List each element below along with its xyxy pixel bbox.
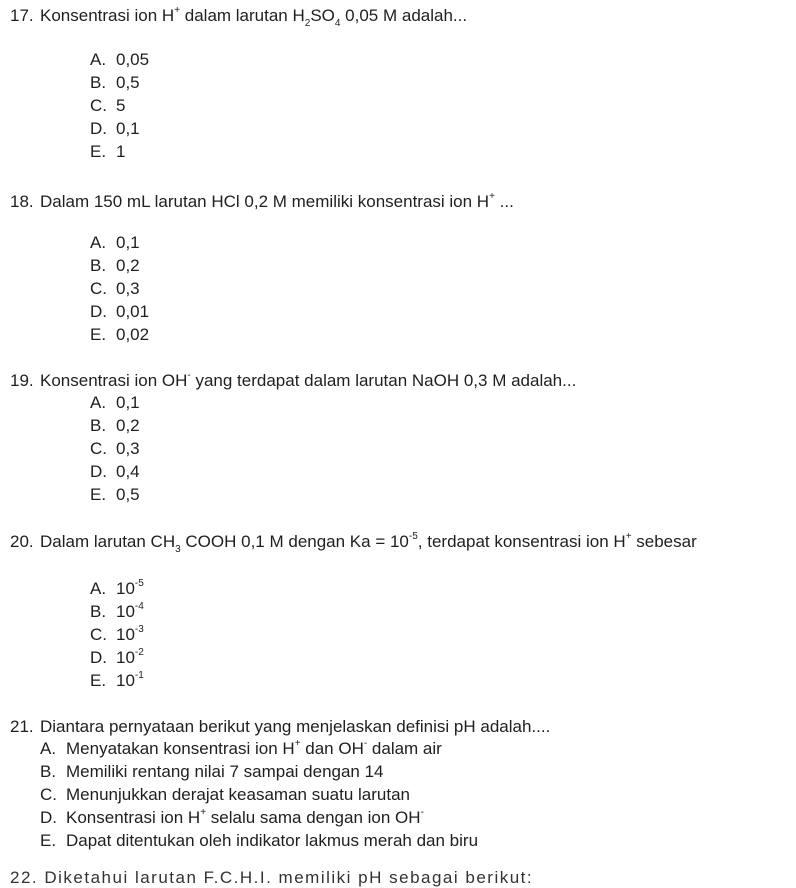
option-18a[interactable]: A. 0,1 [90, 233, 140, 252]
question-number: 17. [10, 6, 34, 25]
option-19d[interactable]: D. 0,4 [90, 462, 140, 481]
question-number: 19. [10, 371, 34, 390]
option-21b[interactable]: B. Memiliki rentang nilai 7 sampai dengan 14 [40, 762, 384, 781]
question-number: 18. [10, 192, 34, 211]
option-17b[interactable]: B. 0,5 [90, 73, 140, 92]
option-21a[interactable]: A. Menyatakan konsentrasi ion H+ dan OH- dalam air [40, 738, 442, 758]
option-20c[interactable]: C. $10^{-3}$ [90, 624, 144, 644]
option-19a[interactable]: A. 0,1 [90, 393, 140, 412]
option-18e[interactable]: E. 0,02 [90, 325, 150, 344]
option-21e[interactable]: E. Dapat ditentukan oleh indikator lakmus merah dan biru [40, 831, 479, 850]
question-19: 19. Konsentrasi ion OH- yang terdapat dalam larutan NaOH 0,3 M adalah... [10, 370, 577, 390]
option-20a[interactable]: A. $10^{-5}$ [90, 578, 144, 598]
option-20b[interactable]: B. $10^{-4}$ [90, 601, 144, 621]
option-21d[interactable]: D. Konsentrasi ion H+ selalu sama dengan ion OH- [40, 807, 424, 827]
option-17a[interactable]: A. 0,05 [90, 50, 150, 69]
question-18: 18. Dalam 150 mL larutan HCl 0,2 M memiliki konsentrasi ion H+ ... [10, 191, 514, 211]
question-21: 21. Diantara pernyataan berikut yang menjelaskan definisi pH adalah.... [10, 717, 551, 736]
option-20d[interactable]: D. $10^{-2}$ [90, 647, 144, 667]
question-20: 20. Dalam larutan $CH_3$ COOH 0,1 M dengan $Ka = 10^{-5}$, terdapat konsentrasi ion H+ sebesar [10, 531, 697, 555]
option-19e[interactable]: E. 0,5 [90, 485, 140, 504]
option-18b[interactable]: B. 0,2 [90, 256, 140, 275]
question-17: 17. Konsentrasi ion H+ dalam larutan $H_2SO_4$ 0,05 M adalah... [10, 5, 468, 29]
option-19b[interactable]: B. 0,2 [90, 416, 140, 435]
question-number: 20. [10, 532, 34, 551]
question-22-cutoff: 22. Diketahui larutan F.C.H.I. memiliki pH sebagai berikut: [10, 868, 534, 887]
option-20e[interactable]: E. $10^{-1}$ [90, 670, 144, 690]
option-18c[interactable]: C. 0,3 [90, 279, 140, 298]
option-17c[interactable]: C. 5 [90, 96, 126, 115]
option-17e[interactable]: E. 1 [90, 142, 126, 161]
option-21c[interactable]: C. Menunjukkan derajat keasaman suatu larutan [40, 785, 410, 804]
option-19c[interactable]: C. 0,3 [90, 439, 140, 458]
option-17d[interactable]: D. 0,1 [90, 119, 140, 138]
question-number: 21. [10, 717, 34, 736]
option-18d[interactable]: D. 0,01 [90, 302, 150, 321]
